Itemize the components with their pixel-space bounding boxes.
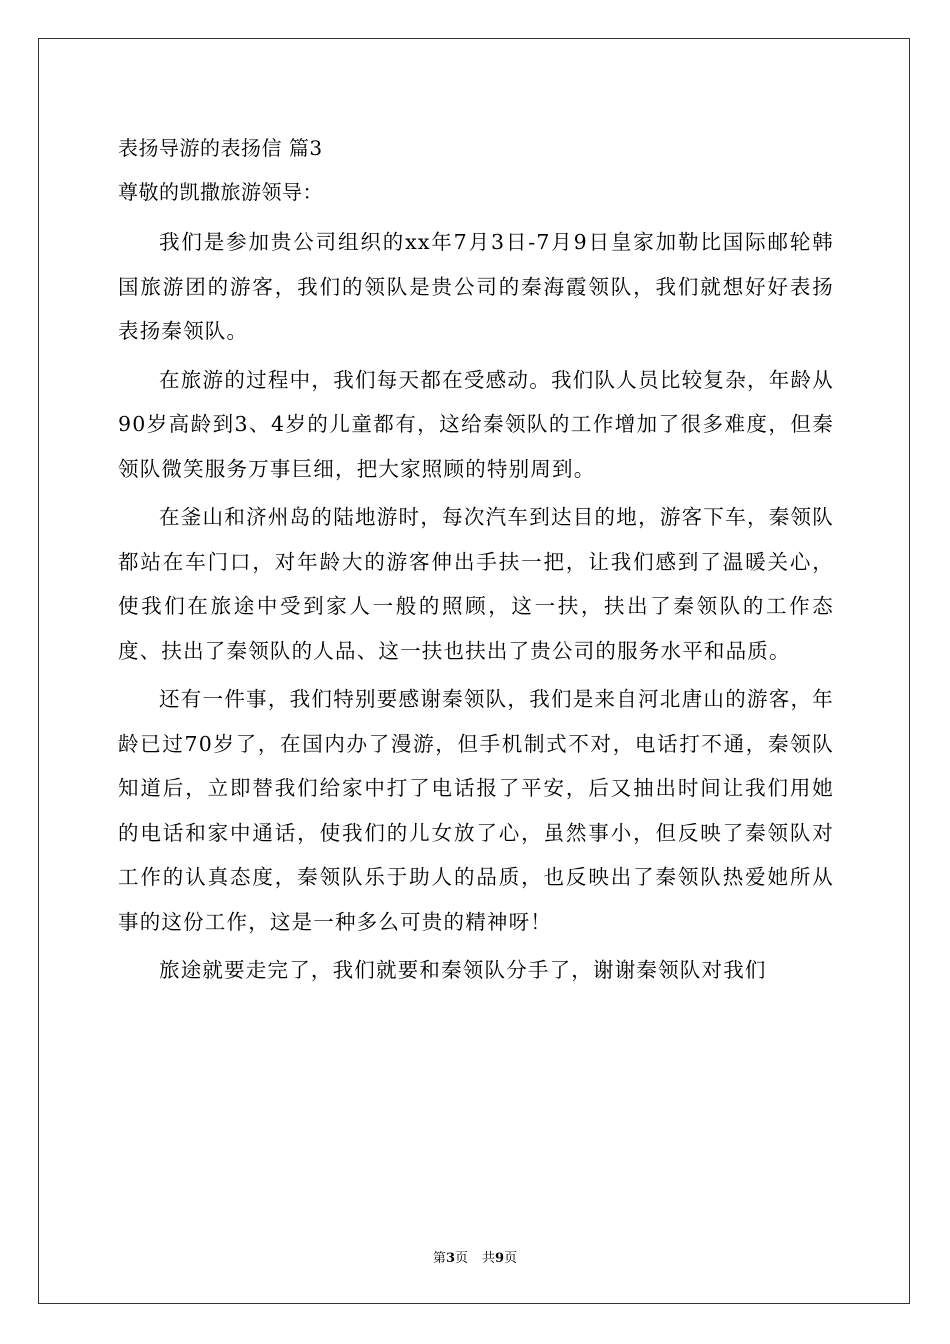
paragraph-5: 旅途就要走完了，我们就要和秦领队分手了，谢谢秦领队对我们	[159, 958, 767, 982]
current-page-number: 3	[445, 1251, 455, 1266]
total-suffix: 页	[504, 1251, 518, 1266]
paragraph-3: 在釜山和济州岛的陆地游时，每次汽车到达目的地，游客下车，秦领队都站在车门口，对年龄大的游客伸出手扶一把，让我们感到了温暖关心，使我们在旅途中受到家人一般的照顾，这一扶，扶出了秦领队的工作态度、扶出了秦领队的人品、这一扶也扶出了贵公司的服务水平和品质。	[118, 505, 834, 663]
paragraph-2: 在旅游的过程中，我们每天都在受感动。我们队人员比较复杂，年龄从90岁高龄到3、4岁的儿童都有，这给秦领队的工作增加了很多难度，但秦领队微笑服务万事巨细，把大家照顾的特别周到。	[118, 367, 834, 481]
page-prefix: 第	[432, 1251, 446, 1266]
page-footer	[0, 1247, 950, 1266]
document-title: 表扬导游的表扬信 篇3	[118, 136, 323, 160]
page-suffix: 页	[454, 1251, 468, 1266]
total-page-count: 9	[495, 1251, 505, 1266]
salutation: 尊敬的凯撒旅游领导：	[118, 180, 323, 204]
paragraph-4: 还有一件事，我们特别要感谢秦领队，我们是来自河北唐山的游客，年龄已过70岁了，在国内办了漫游，但手机制式不对，电话打不通，秦领队知道后，立即替我们给家中打了电话报了平安，后又抽出时间让我们用她的电话和家中通话，使我们的儿女放了心，虽然事小，但反映了秦领队对工作的认真态度，秦领队乐于助人的品质，也反映出了秦领队热爱她所从事的这份工作，这是一种多么可贵的精神呀！	[118, 687, 834, 934]
paragraph-1: 我们是参加贵公司组织的xx年7月3日-7月9日皇家加勒比国际邮轮韩国旅游团的游客，我们的领队是贵公司的秦海霞领队，我们就想好好表扬表扬秦领队。	[118, 230, 834, 343]
total-prefix: 共	[482, 1251, 496, 1266]
document-body	[118, 126, 834, 993]
